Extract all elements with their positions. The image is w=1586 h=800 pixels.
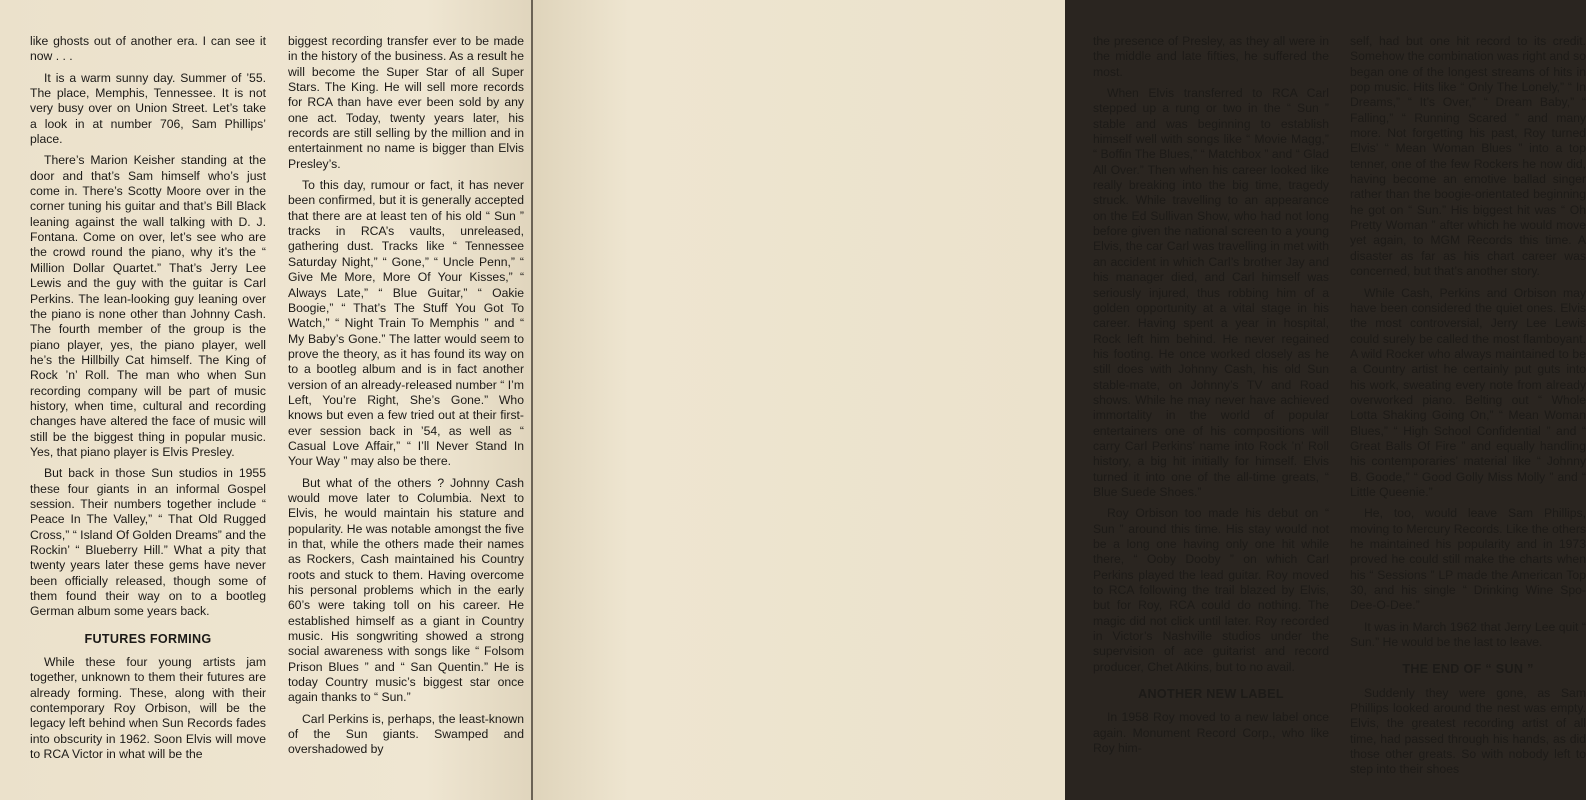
column-4 xyxy=(1350,34,1586,784)
section-heading: FUTURES FORMING xyxy=(84,631,212,646)
section-heading: THE END OF “ SUN ” xyxy=(1402,662,1534,677)
paragraph: biggest recording transfer ever to be made in the history of the business. As a result he will become the Super Star of all Super Stars. The King. He will sell more records for RCA than have ever been sold by any one act. Today, twenty years later, his records are still selling by the million and in entertainment no name is bigger than Elvis Presley’s. xyxy=(288,34,524,171)
paragraph: To this day, rumour or fact, it has never been confirmed, but it is generally accepted that there are at least ten of his old “ Sun ” tracks in RCA’s vaults, unreleased, gathering dust. Tracks like “ Tennessee Saturday Night,” “ Gone,” “ Uncle Penn,” “ Give Me More, More Of Your Kisses,” “ Always Late,” “ Blue Guitar,” “ Oakie Boogie,” “ That’s The Stuff You Got To Watch,” “ Night Train To Memphis ” and “ My Baby’s Gone.” The latter would seem to prove the theory, as it has found its way on to a bootleg album and is in fact another version of an already-released number “ I’m Left, You’re Right, She’s Gone.” Who knows but even a few tried out at their first-ever session back in ’54, as well as “ Casual Love Affair,” “ I’ll Never Stand In Your Way ” may also be there. xyxy=(288,178,524,469)
left-page xyxy=(0,0,532,800)
section-heading: ANOTHER NEW LABEL xyxy=(1138,687,1284,702)
paragraph: There’s Marion Keisher standing at the door and that’s Sam himself who’s just come in. There’s Scotty Moore over in the corner tuning his guitar and that’s Bill Black leaning against the wall talking with D. J. Fontana. Come on over, let’s see who are the crowd round the piano, why it’s the “ Million Dollar Quartet.” That’s Jerry Lee Lewis and the guy with the guitar is Carl Perkins. The lean-looking guy leaning over the piano is none other than Johnny Cash. The fourth member of the group is the piano player, yes, the piano player, well he’s the Hillbilly Cat himself. The King of Rock ’n’ Roll. The man who when Sun recording company will be part of music history, when time, cultural and recording changes have altered the face of music will still be the biggest thing in popular music. Yes, that piano player is Elvis Presley. xyxy=(30,153,266,459)
paragraph: He, too, would leave Sam Phillips, moving to Mercury Records. Like the others he maintained his popularity and in 1973 proved he could still make the charts when his “ Sessions ” LP made the American Top 30, and his single “ Drinking Wine Spo-Dee-O-Dee.” xyxy=(1350,506,1586,613)
paragraph: While Cash, Perkins and Orbison may have been considered the quiet ones. Elvis the most controversial, Jerry Lee Lewis could surely be called the most flamboyant. A wild Rocker who always maintained to be a Country artist he certainly put guts into his work, sweating every note from already overworked piano. Belting out “ Whole Lotta Shaking Going On,” “ Mean Woman Blues,” “ High School Confidential ” and “ Great Balls Of Fire ” and equally handling his contemporaries’ material like “ Johnny B. Goode,” “ Good Golly Miss Molly ” and “ Little Queenie.” xyxy=(1350,285,1586,499)
paragraph: But back in those Sun studios in 1955 these four giants in an informal Gospel session. Their numbers together include “ Peace In The Valley,” “ That Old Rugged Cross,” “ Island Of Golden Dreams” and the Rockin’ “ Blueberry Hill.” What a pity that twenty years later these gems have never been officially released, though some of them found their way on to a bootleg German album some years back. xyxy=(30,466,266,619)
paragraph: Carl Perkins is, perhaps, the least-known of the Sun giants. Swamped and overshadowed by xyxy=(288,711,524,757)
column-1 xyxy=(30,34,266,768)
right-page xyxy=(533,0,1586,800)
paragraph: When Elvis transferred to RCA Carl stepped up a rung or two in the “ Sun ” stable and was beginning to establish himself well with songs like “ Movie Magg,” “ Boffin The Blues,” “ Matchbox ” and “ Glad All Over.” Then when his career looked like really breaking into the big time, tragedy struck. While travelling to an appearance on the Ed Sullivan Show, who had not long before given the national screen to a young Elvis, the car Carl was travelling in met with an accident in which Carl’s brother Jay and his manager died, and Carl himself was seriously injured, thus robbing him of a golden opportunity at a vital stage in his career. Having spent a year in hospital, Rock left him behind. He never regained his footing. He once worked closely as he still does with Johnny Cash, his old Sun stable-mate, on Johnny’s TV and Road shows. While he may never have achieved immortality in the world of popular entertainers one of his compositions will carry Carl Perkins’ name into Rock ’n’ Roll history, a big hit initially for himself. Elvis turned it into one of the all-time greats, “ Blue Suede Shoes.” xyxy=(1093,86,1329,499)
paragraph: Suddenly they were gone, as Sam Phillips looked around the nest was empty. Elvis, the greatest recording artist of all time, had passed through his hands, as did those other greats. So with nobody left to step into their shoes xyxy=(1350,685,1586,777)
paragraph: It was in March 1962 that Jerry Lee quit “ Sun.” He would be the last to leave. xyxy=(1350,619,1586,650)
paragraph: It is a warm sunny day. Summer of ’55. The place, Memphis, Tennessee. It is not very busy over on Union Street. Let’s take a look in at number 706, Sam Phillips’ place. xyxy=(30,70,266,147)
paragraph: the presence of Presley, as they all were in the middle and late fifties, he suffered the most. xyxy=(1093,34,1329,79)
column-3 xyxy=(1093,34,1329,762)
paragraph: While these four young artists jam together, unknown to them their futures are already forming. These, along with their contemporary Roy Orbison, will be the legacy left behind when Sun Records fades into obscurity in 1962. Soon Elvis will move to RCA Victor in what will be the xyxy=(30,655,266,762)
paragraph: Roy Orbison too made his debut on “ Sun ” around this time. His stay would not be a long one having only one hit while there, “ Ooby Dooby ” on which Carl Perkins played the lead guitar. Roy moved to RCA following the trail blazed by Elvis, but for Roy, RCA could do nothing. The magic did not click until later. Roy recorded in Victor’s Nashville studios under the supervision of ace guitarist and record producer, Chet Atkins, but to no avail. xyxy=(1093,506,1329,674)
paragraph: like ghosts out of another era. I can see it now . . . xyxy=(30,34,266,64)
paragraph: self, had but one hit record to its credit. Somehow the combination was right and so began one of the longest streams of hits in pop music. Hits like “ Only The Lonely,” “ In Dreams,” “ It’s Over,” “ Dream Baby,” “ Falling,” “ Running Scared ” and many more. Not forgetting his past, Roy turned Elvis’ “ Mean Woman Blues ” into a top tenner, one of the few Rockers he now did, having become an emotive ballad singer rather than the boogie-orientated beginning he got on “ Sun.” His biggest hit was “ Oh Pretty Woman ” after which he would move yet again, to MGM Records this time. A disaster as far as his chart career was concerned, but that’s another story. xyxy=(1350,34,1586,279)
column-2 xyxy=(288,34,524,764)
paragraph: But what of the others ? Johnny Cash would move later to Columbia. Next to Elvis, he would maintain his stature and popularity. He was notable amongst the five in that, while the others made their names as Rockers, Cash maintained his Country roots and stuck to them. Having overcome his personal problems which in the early 60’s were taking toll on his career. He established himself as a giant in Country music. His songwriting showed a strong social awareness with songs like “ Folsom Prison Blues ” and “ San Quentin.” He is today Country music’s biggest star once again thanks to “ Sun.” xyxy=(288,475,524,705)
paragraph: In 1958 Roy moved to a new label once again. Monument Record Corp., who like Roy him- xyxy=(1093,710,1329,756)
